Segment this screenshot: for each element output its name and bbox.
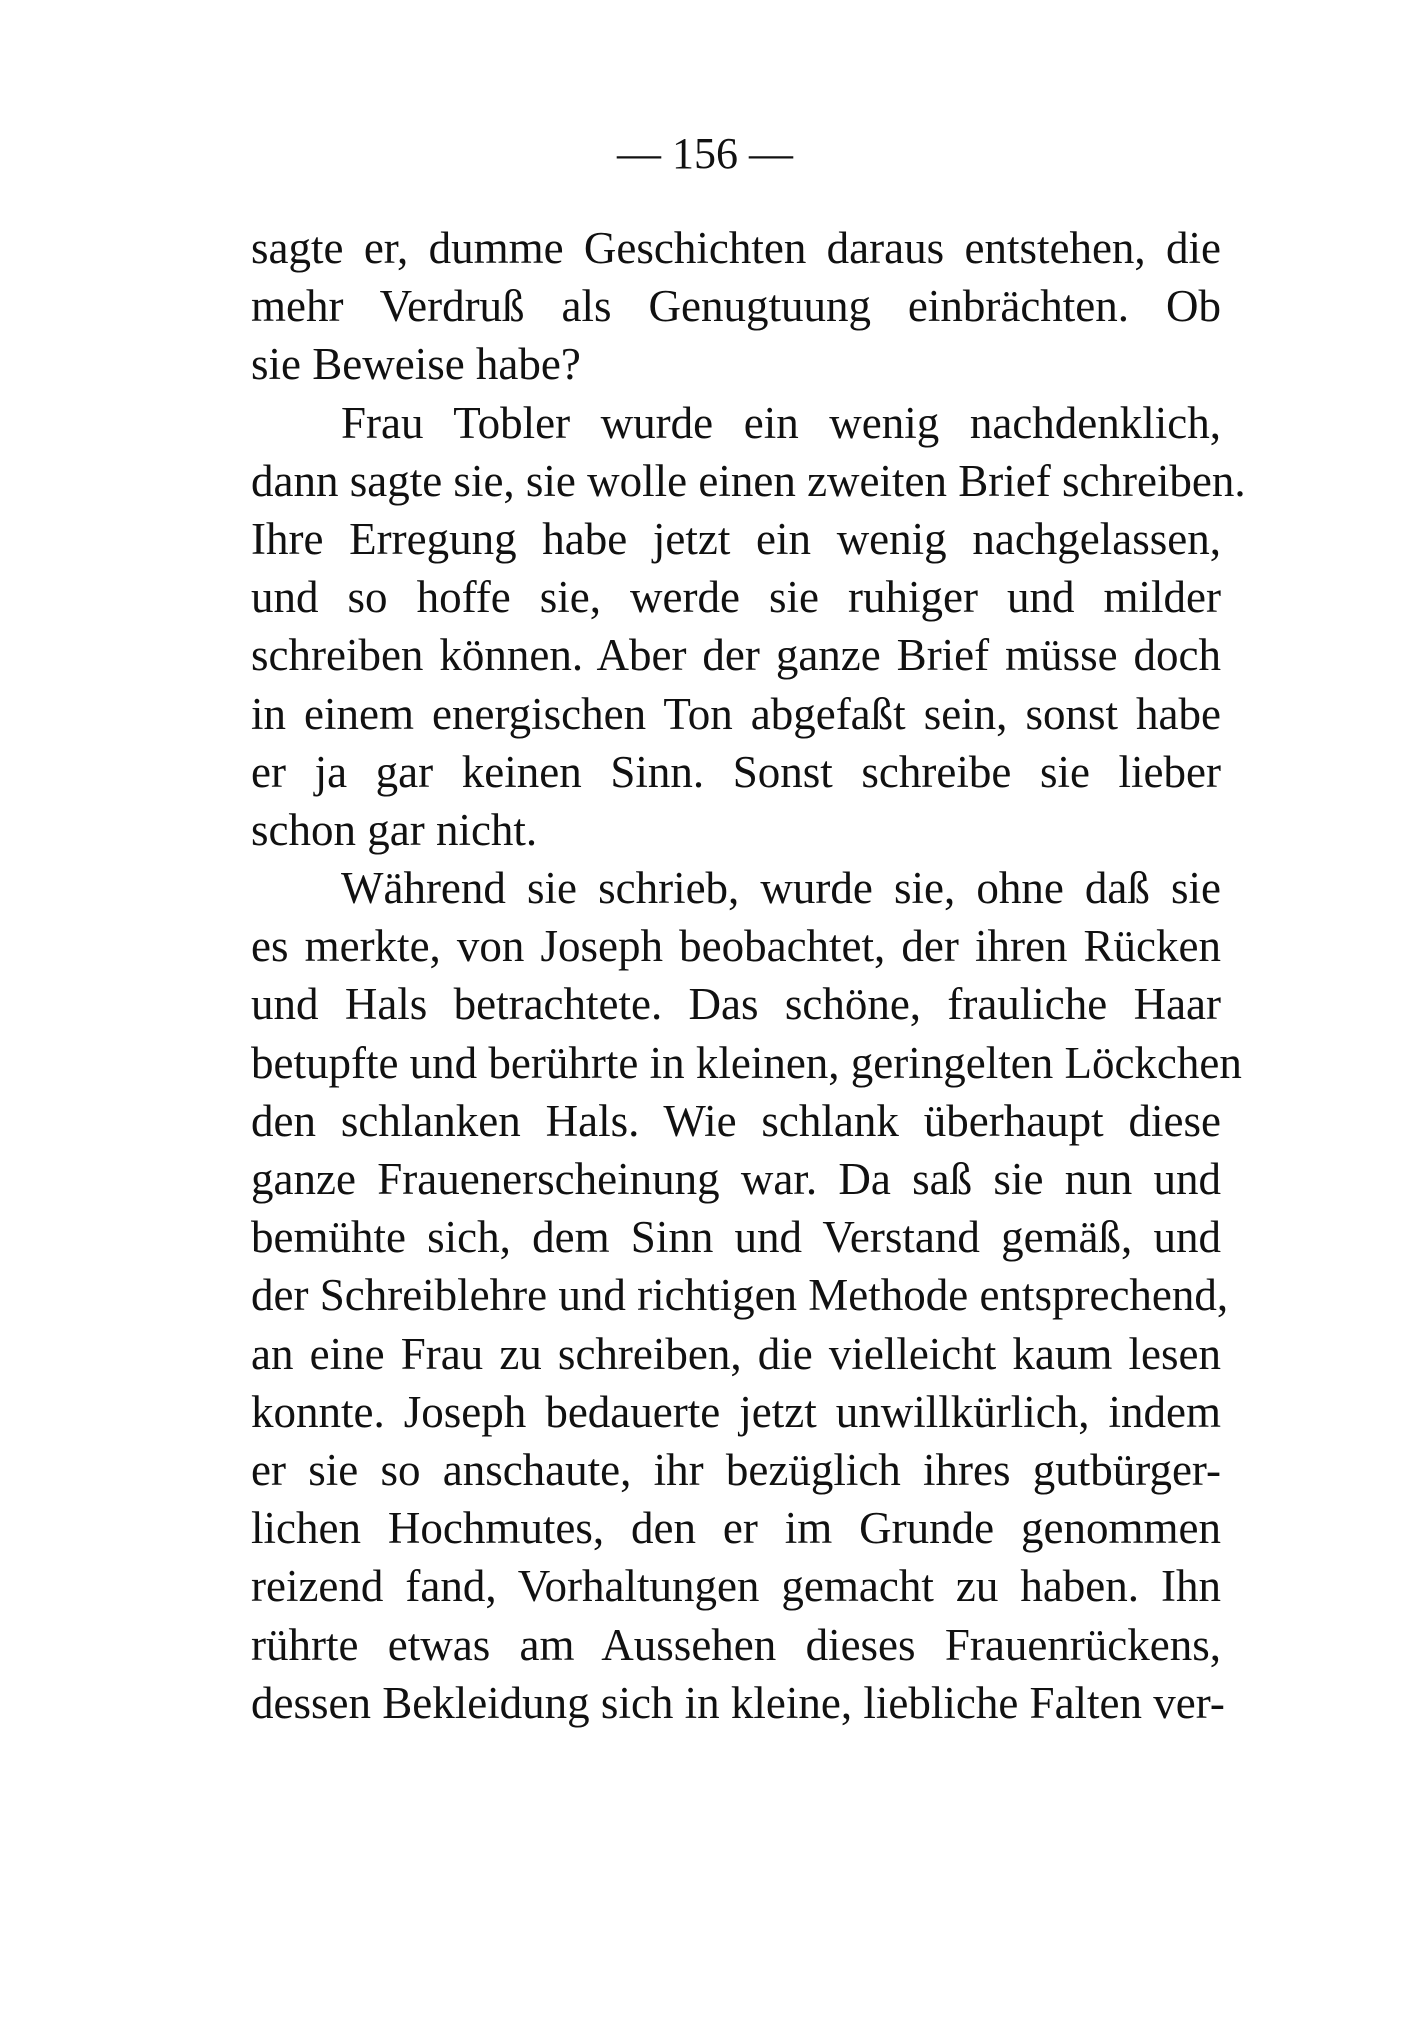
text-line: schon gar nicht. xyxy=(251,804,538,855)
text-line: Frau Tobler wurde ein wenig nachdenklich, xyxy=(341,397,1221,448)
text-line: dann sagte sie, sie wolle einen zweiten Brief schreiben. xyxy=(251,455,1246,506)
text-line: bemühte sich, dem Sinn und Verstand gemäß, und xyxy=(251,1212,1221,1263)
text-line: den schlanken Hals. Wie schlank überhaupt diese xyxy=(251,1095,1221,1146)
body-text xyxy=(251,219,1246,1732)
text-line: dessen Bekleidung sich in kleine, liebliche Falten ver- xyxy=(251,1677,1225,1728)
text-line: schreiben können. Aber der ganze Brief müsse doch xyxy=(251,630,1221,681)
text-line: er ja gar keinen Sinn. Sonst schreibe sie lieber xyxy=(251,746,1221,797)
text-line: ganze Frauenerscheinung war. Da saß sie nun und xyxy=(251,1154,1221,1204)
text-line: konnte. Joseph bedauerte jetzt unwillkürlich, indem xyxy=(251,1386,1221,1437)
text-line: Während sie schrieb, wurde sie, ohne daß sie xyxy=(341,863,1221,914)
text-line: der Schreiblehre und richtigen Methode entsprechend, xyxy=(251,1270,1229,1321)
text-line: reizend fand, Vorhaltungen gemacht zu haben. Ihn xyxy=(251,1561,1221,1612)
text-line: betupfte und berührte in kleinen, geringelten Löckchen xyxy=(251,1037,1242,1088)
text-line: Ihre Erregung habe jetzt ein wenig nachgelassen, xyxy=(251,513,1221,564)
paragraph xyxy=(251,394,1246,860)
text-line: und so hoffe sie, werde sie ruhiger und milder xyxy=(251,572,1221,623)
text-line: rührte etwas am Aussehen dieses Frauenrückens, xyxy=(251,1619,1221,1670)
page-number: — 156 — xyxy=(617,129,793,178)
paragraph xyxy=(251,859,1242,1732)
text-line: sie Beweise habe? xyxy=(251,339,581,390)
paragraph xyxy=(251,219,1221,394)
text-line: in einem energischen Ton abgefaßt sein, sonst habe xyxy=(251,688,1221,739)
text-line: lichen Hochmutes, den er im Grunde genommen xyxy=(251,1503,1221,1554)
text-line: an eine Frau zu schreiben, die vielleicht kaum lesen xyxy=(251,1328,1221,1379)
text-line: es merkte, von Joseph beobachtet, der ihren Rücken xyxy=(251,921,1221,972)
text-line: sagte er, dumme Geschichten daraus entstehen, die xyxy=(251,223,1221,273)
text-line: und Hals betrachtete. Das schöne, frauliche Haar xyxy=(251,979,1221,1030)
text-line: er sie so anschaute, ihr bezüglich ihres gutbürger- xyxy=(251,1444,1221,1495)
text-line: mehr Verdruß als Genugtuung einbrächten. Ob xyxy=(251,281,1221,332)
